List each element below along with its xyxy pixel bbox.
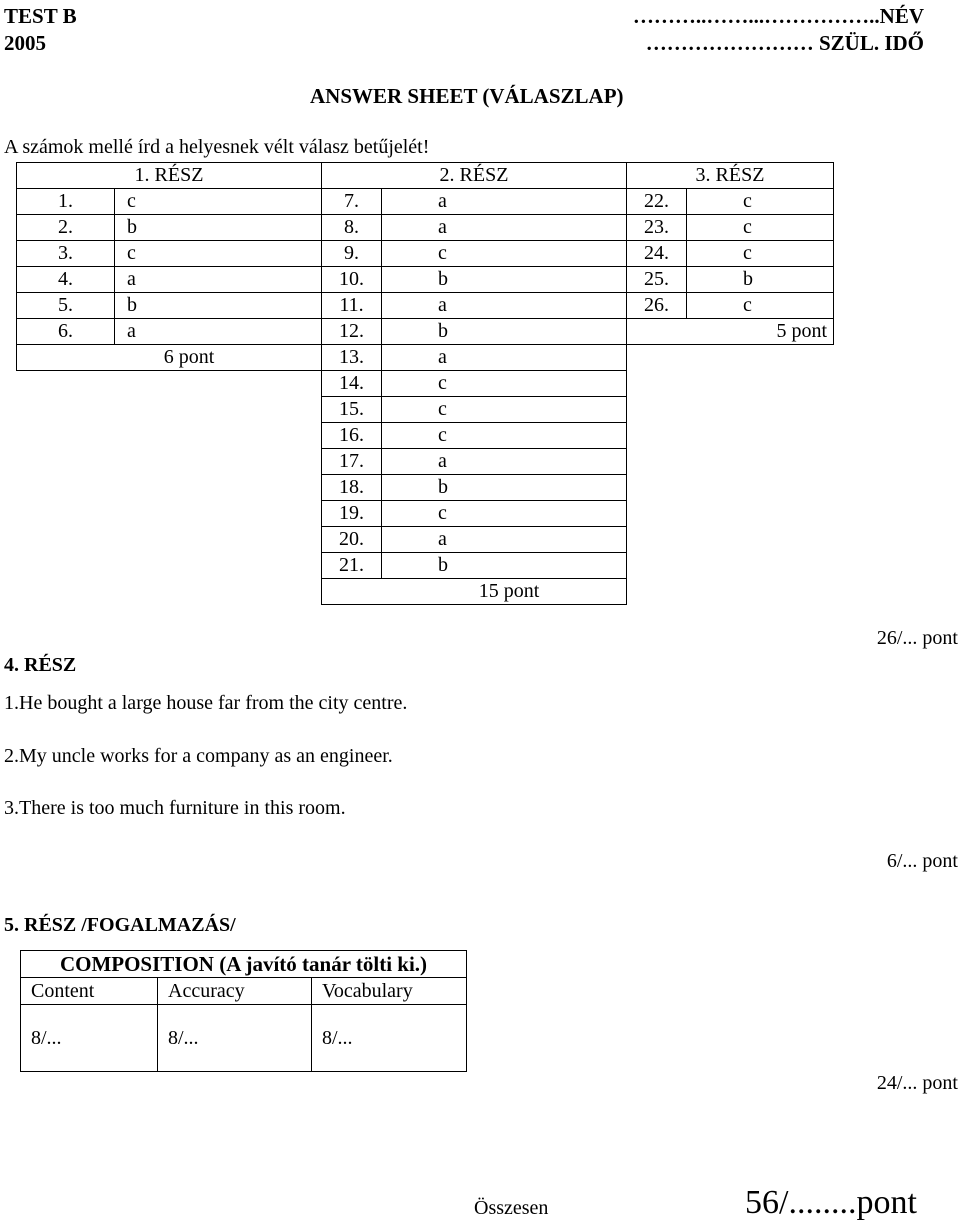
table-row <box>17 579 834 605</box>
answer-letter: b <box>382 267 627 293</box>
question-number: 15. <box>322 397 382 423</box>
answer-letter: b <box>687 267 834 293</box>
empty-cell <box>17 579 322 605</box>
answer-letter: a <box>382 189 627 215</box>
question-number: 19. <box>322 501 382 527</box>
question-number: 17. <box>322 449 382 475</box>
column-header-content: Content <box>21 978 158 1005</box>
answer-letter: b <box>115 215 322 241</box>
part1-3-score: 26/... pont <box>876 627 958 649</box>
answer-letter: c <box>382 371 627 397</box>
question-number: 26. <box>627 293 687 319</box>
part1-points: 6 pont <box>17 345 322 371</box>
answer-letter: c <box>382 423 627 449</box>
sentence-2: 2.My uncle works for a company as an engineer. <box>4 745 393 767</box>
question-number: 10. <box>322 267 382 293</box>
question-number: 8. <box>322 215 382 241</box>
question-number: 12. <box>322 319 382 345</box>
total-label: Összesen <box>474 1197 549 1219</box>
table-row <box>17 319 834 345</box>
question-number: 1. <box>17 189 115 215</box>
content-score: 8/... <box>21 1005 158 1072</box>
accuracy-score: 8/... <box>158 1005 312 1072</box>
answer-letter: b <box>382 553 627 579</box>
part1-title: 1. RÉSZ <box>17 163 322 189</box>
question-number: 23. <box>627 215 687 241</box>
question-number: 9. <box>322 241 382 267</box>
question-number: 25. <box>627 267 687 293</box>
question-number: 3. <box>17 241 115 267</box>
question-number: 5. <box>17 293 115 319</box>
column-header-vocabulary: Vocabulary <box>312 978 467 1005</box>
question-number: 2. <box>17 215 115 241</box>
table-row <box>17 345 834 371</box>
composition-table <box>20 950 467 1072</box>
answer-letter: b <box>115 293 322 319</box>
answer-letter: c <box>687 189 834 215</box>
table-row <box>17 215 834 241</box>
question-number: 20. <box>322 527 382 553</box>
answer-letter: c <box>115 241 322 267</box>
vocabulary-score: 8/... <box>312 1005 467 1072</box>
empty-cell <box>627 579 834 605</box>
table-row <box>17 189 834 215</box>
question-number: 24. <box>627 241 687 267</box>
answer-letter: b <box>382 475 627 501</box>
part4-score: 6/... pont <box>886 850 958 872</box>
question-number: 14. <box>322 371 382 397</box>
empty-cell <box>627 345 834 579</box>
question-number: 16. <box>322 423 382 449</box>
part5-title: 5. RÉSZ /FOGALMAZÁS/ <box>4 914 236 936</box>
question-number: 22. <box>627 189 687 215</box>
answer-letter: c <box>687 215 834 241</box>
table-header-row <box>17 163 834 189</box>
sentence-1: 1.He bought a large house far from the city centre. <box>4 692 408 714</box>
answer-letter: a <box>115 267 322 293</box>
answer-table <box>16 162 834 605</box>
instruction-text: A számok mellé írd a helyesnek vélt válasz betűjelét! <box>4 136 430 158</box>
column-header-accuracy: Accuracy <box>158 978 312 1005</box>
question-number: 21. <box>322 553 382 579</box>
answer-letter: a <box>382 293 627 319</box>
sentence-3: 3.There is too much furniture in this room. <box>4 797 346 819</box>
test-label: TEST B <box>4 4 77 28</box>
answer-letter: c <box>687 241 834 267</box>
question-number: 18. <box>322 475 382 501</box>
part4-title: 4. RÉSZ <box>4 654 77 676</box>
composition-title: COMPOSITION (A javító tanár tölti ki.) <box>21 951 467 978</box>
answer-letter: b <box>382 319 627 345</box>
question-number: 4. <box>17 267 115 293</box>
answer-letter: c <box>687 293 834 319</box>
question-number: 11. <box>322 293 382 319</box>
answer-letter: a <box>115 319 322 345</box>
part5-score: 24/... pont <box>876 1072 958 1094</box>
answer-letter: c <box>382 501 627 527</box>
answer-letter: a <box>382 449 627 475</box>
answer-letter: c <box>382 397 627 423</box>
part2-points: 15 pont <box>322 579 627 605</box>
question-number: 7. <box>322 189 382 215</box>
answer-letter: c <box>115 189 322 215</box>
table-row <box>17 241 834 267</box>
name-field: ………..……...……………..NÉV <box>632 4 924 28</box>
answer-letter: c <box>382 241 627 267</box>
question-number: 6. <box>17 319 115 345</box>
answer-letter: a <box>382 527 627 553</box>
part3-title: 3. RÉSZ <box>627 163 834 189</box>
year-label: 2005 <box>4 31 46 55</box>
table-row <box>17 267 834 293</box>
empty-cell <box>17 371 322 579</box>
answer-letter: a <box>382 215 627 241</box>
page-title: ANSWER SHEET (VÁLASZLAP) <box>310 84 624 108</box>
answer-letter: a <box>382 345 627 371</box>
part3-points: 5 pont <box>627 319 834 345</box>
part2-title: 2. RÉSZ <box>322 163 627 189</box>
question-number: 13. <box>322 345 382 371</box>
table-row <box>17 293 834 319</box>
birth-date-field: …………………… SZÜL. IDŐ <box>645 31 924 55</box>
total-score: 56/........pont <box>745 1184 917 1221</box>
